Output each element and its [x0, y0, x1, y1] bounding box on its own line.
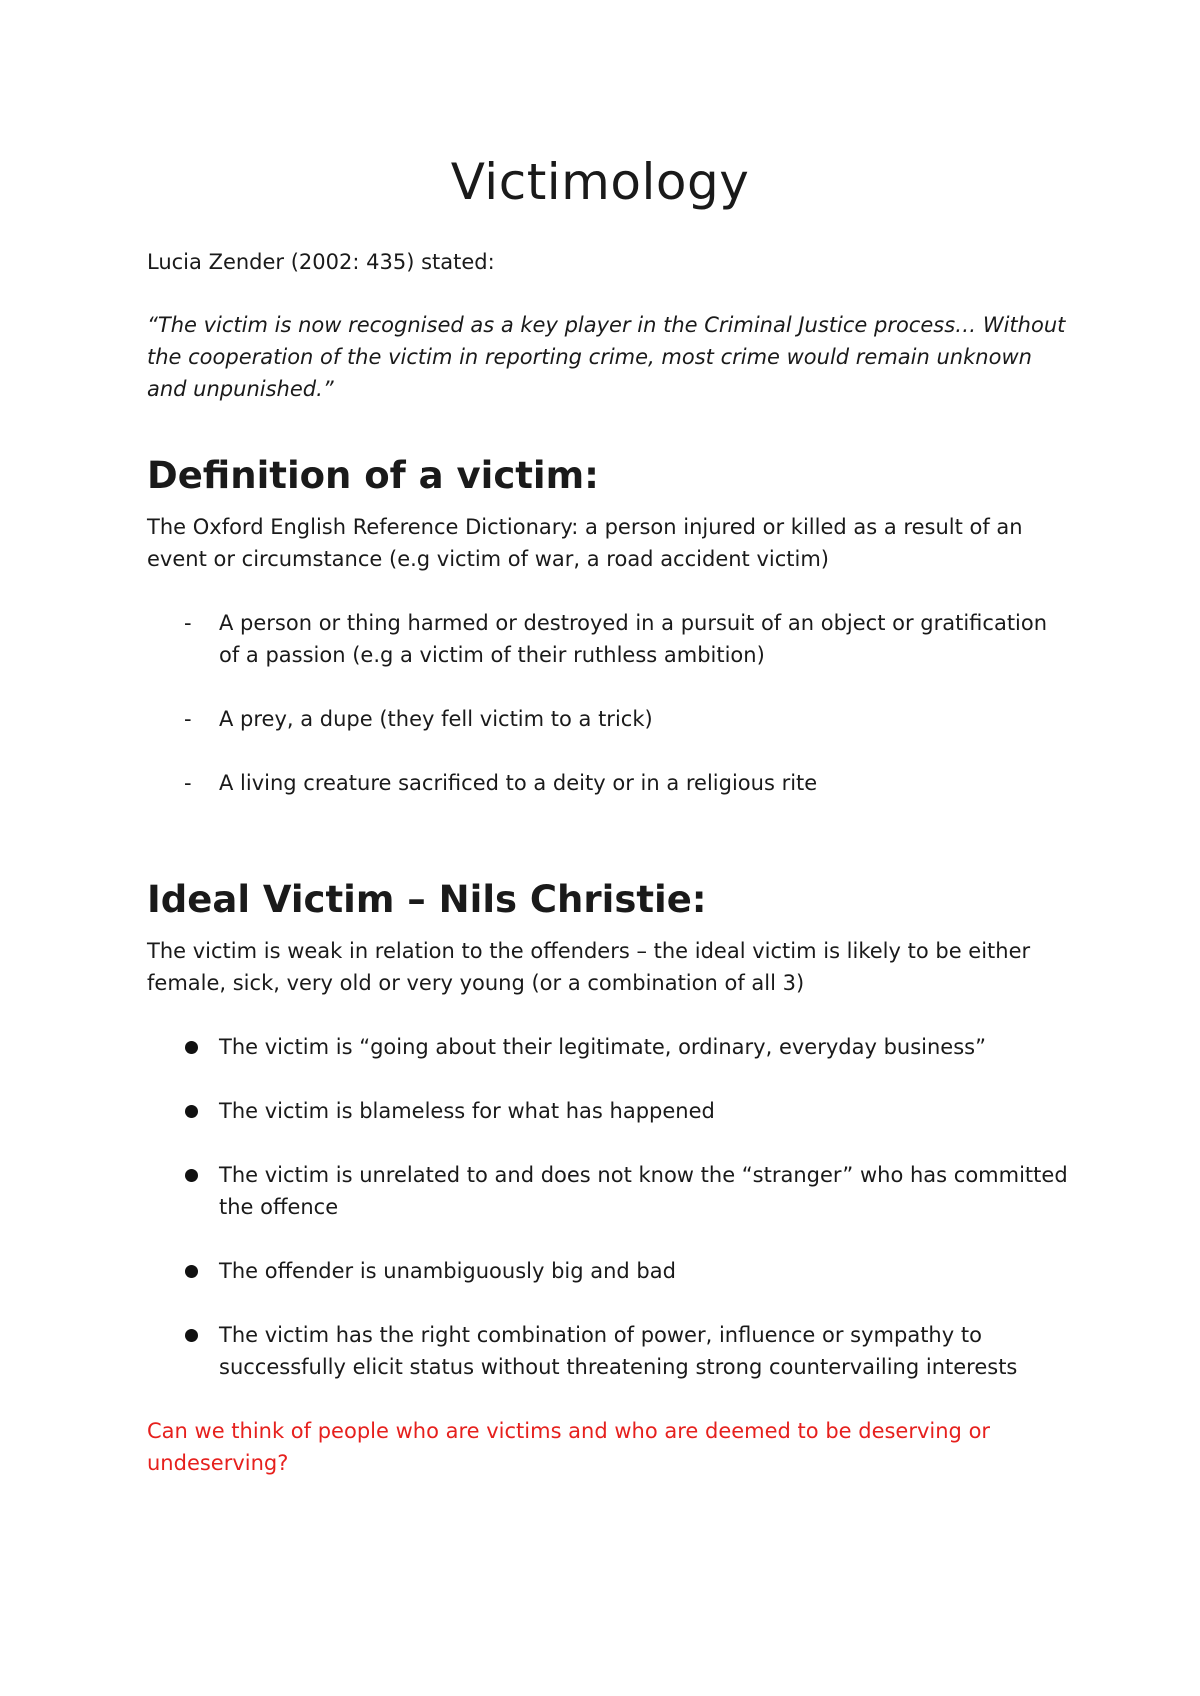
zender-quote: “The victim is now recognised as a key player in the Criminal Justice process… Without the cooperation of the victim in reporting crime, most crime would remain unknown and unpunished.”	[147, 313, 1066, 401]
dash-marker: -	[184, 771, 192, 795]
discussion-question: Can we think of people who are victims and who are deemed to be deserving or undeserving?	[147, 1419, 991, 1475]
list-item	[147, 703, 1077, 735]
list-item-text: A living creature sacrificed to a deity or in a religious rite	[219, 771, 818, 795]
bullet-dot-icon	[185, 1329, 198, 1342]
definition-heading: Definition of a victim:	[147, 454, 599, 497]
list-item-text: The victim is blameless for what has happened	[219, 1099, 715, 1123]
bullet-dot-icon	[185, 1105, 198, 1118]
ideal-victim-text: The victim is weak in relation to the offenders – the ideal victim is likely to be either female, sick, very old or very young (or a combination of all 3)	[147, 939, 1031, 995]
bullet-dot-icon	[185, 1041, 198, 1054]
list-item-text: The victim is “going about their legitimate, ordinary, everyday business”	[219, 1035, 986, 1059]
list-item-text: The offender is unambiguously big and bad	[219, 1259, 676, 1283]
list-item	[147, 1031, 1077, 1063]
dash-marker: -	[184, 707, 192, 731]
list-item	[147, 1319, 1077, 1383]
list-item	[147, 1255, 1077, 1287]
list-item-text: The victim has the right combination of power, influence or sympathy to successfully elicit status without threatening strong countervailing interests	[219, 1323, 1018, 1379]
ideal-victim-heading: Ideal Victim – Nils Christie:	[147, 878, 707, 921]
bullet-dot-icon	[185, 1265, 198, 1278]
definition-text: The Oxford English Reference Dictionary: a person injured or killed as a result of an event or circumstance (e.g victim of war, a road accident victim)	[147, 515, 1023, 571]
list-item	[147, 1095, 1077, 1127]
page-title: Victimology	[450, 153, 750, 211]
list-item	[147, 767, 1077, 799]
dash-marker: -	[184, 611, 192, 635]
list-item	[147, 607, 1077, 671]
list-item-text: A prey, a dupe (they fell victim to a trick)	[219, 707, 653, 731]
list-item-text: A person or thing harmed or destroyed in a pursuit of an object or gratification of a passion (e.g a victim of their ruthless ambition)	[219, 611, 1048, 667]
list-item	[147, 1159, 1077, 1223]
list-item-text: The victim is unrelated to and does not know the “stranger” who has committed the offence	[219, 1163, 1068, 1219]
intro-text: Lucia Zender (2002: 435) stated:	[147, 250, 495, 274]
bullet-dot-icon	[185, 1169, 198, 1182]
